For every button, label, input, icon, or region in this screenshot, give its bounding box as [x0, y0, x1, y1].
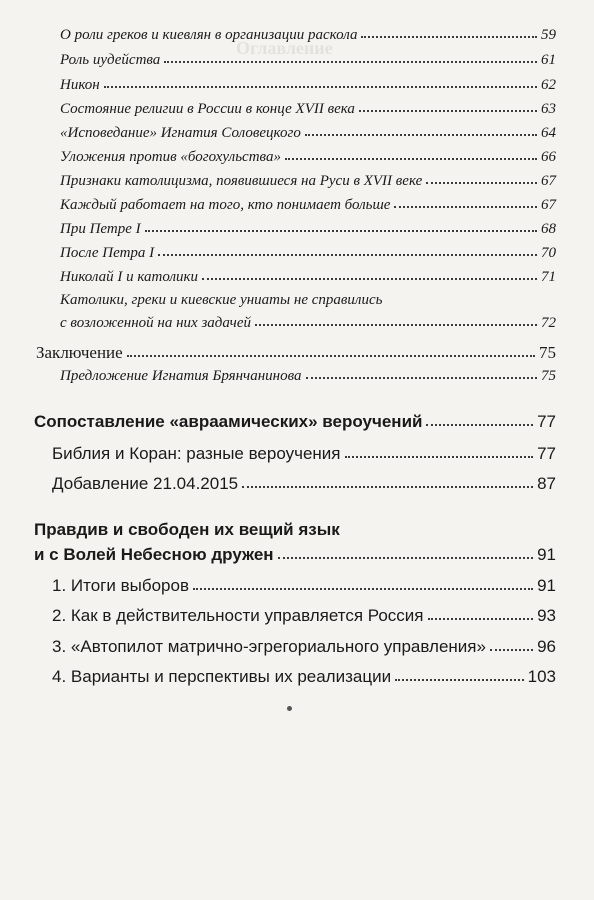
- toc-entry-page: 67: [541, 173, 556, 189]
- leader-dots: [104, 86, 537, 88]
- toc-entry-title: 2. Как в действительности управляется Россия: [52, 606, 424, 625]
- toc-entry[interactable]: [52, 474, 556, 494]
- leader-dots: [426, 424, 533, 426]
- toc-entry[interactable]: [60, 52, 556, 69]
- leader-dots: [394, 206, 537, 208]
- toc-entry[interactable]: [60, 245, 556, 262]
- toc-entry-title: 4. Варианты и перспективы их реализации: [52, 667, 392, 686]
- toc-entry[interactable]: [60, 101, 556, 118]
- toc-entry-page: 77: [537, 412, 556, 431]
- toc-entry[interactable]: [60, 77, 556, 94]
- leader-dots: [426, 182, 537, 184]
- toc-entry-page: 68: [541, 221, 556, 237]
- toc-entry-page: 61: [541, 52, 556, 68]
- toc-entry-page: 91: [537, 545, 556, 564]
- toc-entry[interactable]: [52, 444, 556, 464]
- toc-entry-title: Состояние религии в России в конце XVII века: [60, 101, 355, 117]
- toc-entry[interactable]: [36, 343, 556, 363]
- leader-dots: [242, 486, 533, 488]
- toc-entry[interactable]: [60, 368, 556, 385]
- toc-entry-title: Каждый работает на того, кто понимает больше: [60, 197, 391, 213]
- toc-entry-page: 71: [541, 269, 556, 285]
- leader-dots: [145, 230, 537, 232]
- toc-entry-title: При Петре I: [60, 221, 141, 237]
- toc-entry-page: 75: [541, 368, 556, 384]
- toc-entry-page: 72: [541, 315, 556, 331]
- leader-dots: [428, 618, 534, 620]
- leader-dots: [490, 649, 533, 651]
- toc-entry-title: 3. «Автопилот матрично-эгрегориального управления»: [52, 637, 486, 656]
- toc-section-title: Сопоставление «авраамических» вероучений: [34, 412, 423, 431]
- leader-dots: [158, 254, 537, 256]
- leader-dots: [255, 324, 537, 326]
- toc-entry-title: Библия и Коран: разные вероучения: [52, 444, 341, 463]
- toc-entry-page: 67: [541, 197, 556, 213]
- leader-dots: [359, 110, 537, 112]
- toc-entry-page: 75: [539, 343, 556, 362]
- leader-dots: [164, 61, 537, 63]
- toc-entry-page: 87: [537, 474, 556, 493]
- toc-section-entry[interactable]: [34, 412, 556, 432]
- toc-entry-title: Уложения против «богохульства»: [60, 149, 281, 165]
- leader-dots: [395, 679, 524, 681]
- toc-entry-page: 93: [537, 606, 556, 625]
- toc-entry[interactable]: [60, 27, 556, 44]
- leader-dots: [127, 355, 535, 357]
- toc-entry-page: 64: [541, 125, 556, 141]
- toc-entry-title: Добавление 21.04.2015: [52, 474, 239, 493]
- toc-entry-page: 77: [537, 444, 556, 463]
- toc-entry-title: Заключение: [36, 343, 123, 362]
- toc-entry-title-line1[interactable]: Католики, греки и киевские униаты не справились: [60, 292, 383, 308]
- toc-entry-title: Признаки католицизма, появившиеся на Руси в XVII веке: [60, 173, 423, 189]
- leader-dots: [202, 278, 537, 280]
- toc-entry[interactable]: [60, 269, 556, 286]
- toc-entry[interactable]: [60, 173, 556, 190]
- toc-entry-page: 66: [541, 149, 556, 165]
- toc-entry[interactable]: [52, 606, 556, 626]
- toc-entry-title: После Петра I: [60, 245, 155, 261]
- toc-entry-title: «Исповедание» Игнатия Соловецкого: [60, 125, 301, 141]
- toc-section-title-line1[interactable]: Правдив и свободен их вещий язык: [34, 520, 340, 539]
- ornament-dot: [287, 706, 292, 711]
- toc-entry[interactable]: [60, 125, 556, 142]
- toc-entry[interactable]: [52, 667, 556, 687]
- toc-entry-title-line2: с возложенной на них задачей: [60, 315, 251, 331]
- leader-dots: [278, 557, 534, 559]
- toc-entry[interactable]: [60, 197, 556, 214]
- show-through-heading: Оглавление: [236, 38, 333, 58]
- toc-entry-page: 103: [527, 667, 556, 686]
- leader-dots: [305, 134, 537, 136]
- leader-dots: [193, 588, 533, 590]
- toc-section-entry[interactable]: [34, 545, 556, 565]
- toc-entry[interactable]: [60, 315, 556, 332]
- toc-entry-page: 96: [537, 637, 556, 656]
- toc-entry-page: 59: [541, 27, 556, 43]
- toc-entry-title: Николай I и католики: [60, 269, 199, 285]
- toc-entry-title: Предложение Игнатия Брянчанинова: [60, 368, 302, 384]
- toc-entry-page: 63: [541, 101, 556, 117]
- toc-entry-title: Никон: [60, 77, 100, 93]
- toc-entry-title: Роль иудейства: [60, 52, 161, 68]
- leader-dots: [285, 158, 537, 160]
- leader-dots: [345, 456, 534, 458]
- toc-entry[interactable]: [52, 637, 556, 657]
- toc-entry-title: О роли греков и киевлян в организации раскола: [60, 27, 358, 43]
- leader-dots: [306, 377, 537, 379]
- toc-entry-page: 70: [541, 245, 556, 261]
- leader-dots: [361, 36, 537, 38]
- toc-entry[interactable]: [60, 221, 556, 238]
- toc-entry[interactable]: [60, 149, 556, 166]
- toc-entry-title: 1. Итоги выборов: [52, 576, 189, 595]
- toc-entry-page: 62: [541, 77, 556, 93]
- toc-entry-page: 91: [537, 576, 556, 595]
- toc-entry[interactable]: [52, 576, 556, 596]
- toc-section-title-line2: и с Волей Небесною дружен: [34, 545, 274, 564]
